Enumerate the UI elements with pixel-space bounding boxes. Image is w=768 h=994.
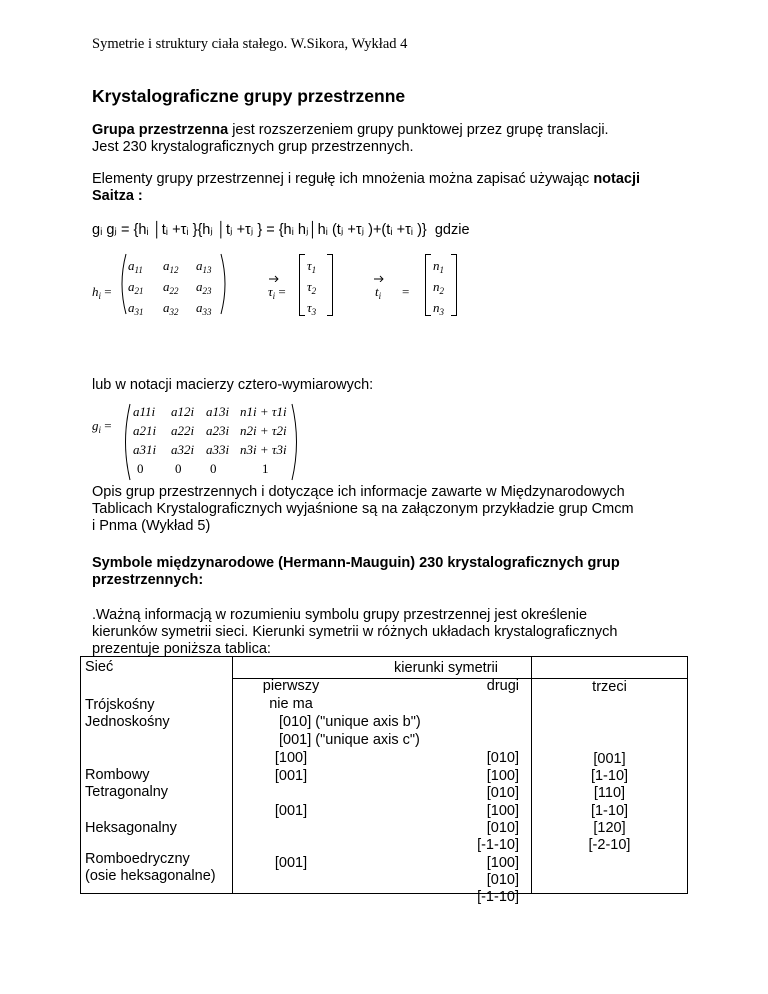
t-right-bracket xyxy=(451,254,457,316)
heksagonalny-third-3: [-2-10] xyxy=(588,837,631,853)
system-trojskosny: Trójskośny xyxy=(85,697,155,713)
g-r4c4: 1 xyxy=(262,461,269,476)
t-equals: = xyxy=(402,284,410,299)
g-r4c2: 0 xyxy=(175,461,182,476)
g-r3c4: n3i + τ3i xyxy=(240,442,287,457)
rule-gdzie: gdzie xyxy=(434,222,470,238)
g-r4c3: 0 xyxy=(210,461,217,476)
t-vector-arrow xyxy=(373,274,385,282)
symbole-heading xyxy=(92,555,692,589)
romboedryczny-second-1: [100] xyxy=(486,855,519,871)
rombowy-second: [010] xyxy=(486,750,519,766)
saitz-bold2: Saitza : xyxy=(92,188,143,204)
opis-line1: Opis grup przestrzennych i dotyczące ich informacje zawarte w Międzynarodowych xyxy=(92,484,625,500)
jednoskosny-axis-c: [001] ("unique axis c") xyxy=(279,732,420,748)
g-r2c2: a22i xyxy=(171,423,195,438)
page-title: Krystalograficzne grupy przestrzenne xyxy=(92,86,406,106)
saitz-paragraph xyxy=(92,171,702,205)
g-r2c1: a21i xyxy=(133,423,157,438)
h-a22: $a_{22}$ xyxy=(163,279,179,296)
system-rombowy: Rombowy xyxy=(85,767,150,783)
tau-right-bracket xyxy=(327,254,333,316)
tau-label: $\tau_i$ = xyxy=(268,284,286,301)
intro-bold-term: Grupa przestrzenna xyxy=(92,122,229,138)
t-3: $n_3$ xyxy=(433,300,444,317)
h-a21: $a_{21}$ xyxy=(128,279,144,296)
symbole-line2: przestrzennych: xyxy=(92,572,204,588)
heksagonalny-second-3: [-1-10] xyxy=(477,837,519,853)
h-a23: $a_{23}$ xyxy=(196,279,212,296)
t-label: $t_i$ xyxy=(375,284,382,301)
g-left-paren xyxy=(120,402,132,482)
h-a31: $a_{31}$ xyxy=(128,300,144,317)
four-dim-intro: lub w notacji macierzy cztero-wymiarowych: xyxy=(92,377,374,393)
system-jednoskosny: Jednoskośny xyxy=(85,714,170,730)
g-r1c3: a13i xyxy=(206,404,230,419)
saitz-text: Elementy grupy przestrzennej i regułę ich mnożenia można zapisać używając xyxy=(92,171,594,187)
g-r1c1: a11i xyxy=(133,404,156,419)
t-2: $n_2$ xyxy=(433,279,444,296)
heksagonalny-second-1: [100] xyxy=(486,803,519,819)
rule-formula: gᵢ gⱼ = {hᵢ │tᵢ +τᵢ }{hⱼ │tⱼ +τⱼ } = {hᵢ hⱼ│hᵢ (tⱼ +τⱼ )+(tᵢ +τᵢ )} xyxy=(92,222,427,238)
g-r3c2: a32i xyxy=(171,442,195,457)
symmetry-directions-table xyxy=(80,656,688,905)
romboedryczny-second-2: [010] xyxy=(486,872,519,888)
system-romboedryczny-note: (osie heksagonalne) xyxy=(85,868,216,884)
t-left-bracket xyxy=(425,254,431,316)
system-romboedryczny: Romboedryczny xyxy=(85,851,190,867)
col-header-pierwszy: pierwszy xyxy=(262,678,320,694)
multiplication-rule xyxy=(92,222,712,239)
symbole-line1: Symbole międzynarodowe (Hermann-Mauguin) 230 krystalograficznych grup xyxy=(92,555,620,571)
intro-line2: Jest 230 krystalograficznych grup przestrzennych. xyxy=(92,139,414,155)
opis-line2: Tablicach Krystalograficznych wyjaśnione są na załączonym przykładzie grup Cmcm xyxy=(92,501,634,517)
h-left-paren xyxy=(116,252,128,316)
h-a11: $a_{11}$ xyxy=(128,258,143,275)
wazna-line1: .Ważną informacją w rozumieniu symbolu grupy przestrzennej jest określenie xyxy=(92,607,588,623)
g-r4c1: 0 xyxy=(137,461,144,476)
col-header-siec: Sieć xyxy=(85,659,114,675)
g-r2c4: n2i + τ2i xyxy=(240,423,287,438)
romboedryczny-first: [001] xyxy=(274,855,308,871)
system-heksagonalny: Heksagonalny xyxy=(85,820,177,836)
tetragonalny-third-1: [1-10] xyxy=(590,768,629,784)
wazna-paragraph xyxy=(92,607,702,658)
opis-line3: i Pnma (Wykład 5) xyxy=(92,518,211,534)
intro-paragraph xyxy=(92,122,692,156)
heksagonalny-second-2: [010] xyxy=(486,820,519,836)
tau-2: $\tau_2$ xyxy=(307,279,317,296)
g-r1c2: a12i xyxy=(171,404,195,419)
g-r3c3: a33i xyxy=(206,442,230,457)
g-label: $g_i$ = xyxy=(92,418,112,435)
tetragonalny-first: [001] xyxy=(274,768,308,784)
h-label: $h_i$ = xyxy=(92,284,112,301)
page-header: Symetrie i struktury ciała stałego. W.Sikora, Wykład 4 xyxy=(92,36,408,52)
g-r3c1: a31i xyxy=(133,442,157,457)
tau-left-bracket xyxy=(299,254,305,316)
h-a12: $a_{12}$ xyxy=(163,258,179,275)
wazna-line2: kierunków symetrii sieci. Kierunki symetrii w różnych układach krystalograficznych xyxy=(92,624,618,640)
tau-1: $\tau_1$ xyxy=(307,258,317,275)
opis-paragraph xyxy=(92,484,692,535)
g-right-paren xyxy=(290,402,302,482)
system-tetragonalny: Tetragonalny xyxy=(85,784,169,800)
heksagonalny-third-2: [120] xyxy=(593,820,626,836)
h-a13: $a_{13}$ xyxy=(196,258,212,275)
tau-vector-arrow xyxy=(268,274,280,282)
rombowy-third: [001] xyxy=(593,751,626,767)
trojskosny-first: nie ma xyxy=(269,696,313,712)
h-a33: $a_{33}$ xyxy=(196,300,212,317)
romboedryczny-second-3: [-1-10] xyxy=(477,889,519,905)
wazna-line3: prezentuje poniższa tablica: xyxy=(92,641,271,657)
table-divider-1 xyxy=(232,657,233,893)
rombowy-first: [100] xyxy=(274,750,308,766)
jednoskosny-axis-b: [010] ("unique axis b") xyxy=(279,714,421,730)
heksagonalny-first: [001] xyxy=(274,803,308,819)
col-header-trzeci: trzeci xyxy=(592,679,627,695)
col-header-drugi: drugi xyxy=(486,678,519,694)
h-a32: $a_{32}$ xyxy=(163,300,179,317)
heksagonalny-third-1: [1-10] xyxy=(590,803,629,819)
tetragonalny-second-1: [100] xyxy=(486,768,519,784)
col-header-kierunki: kierunki symetrii xyxy=(394,660,498,676)
t-1: $n_1$ xyxy=(433,258,444,275)
tetragonalny-third-2: [110] xyxy=(593,785,626,801)
g-r1c4: n1i + τ1i xyxy=(240,404,287,419)
h-right-paren xyxy=(219,252,231,316)
intro-line1-rest: jest rozszerzeniem grupy punktowej przez grupę translacji. xyxy=(228,122,609,138)
g-r2c3: a23i xyxy=(206,423,230,438)
tetragonalny-second-2: [010] xyxy=(486,785,519,801)
saitz-bold1: notacji xyxy=(593,171,641,187)
tau-3: $\tau_3$ xyxy=(307,300,317,317)
